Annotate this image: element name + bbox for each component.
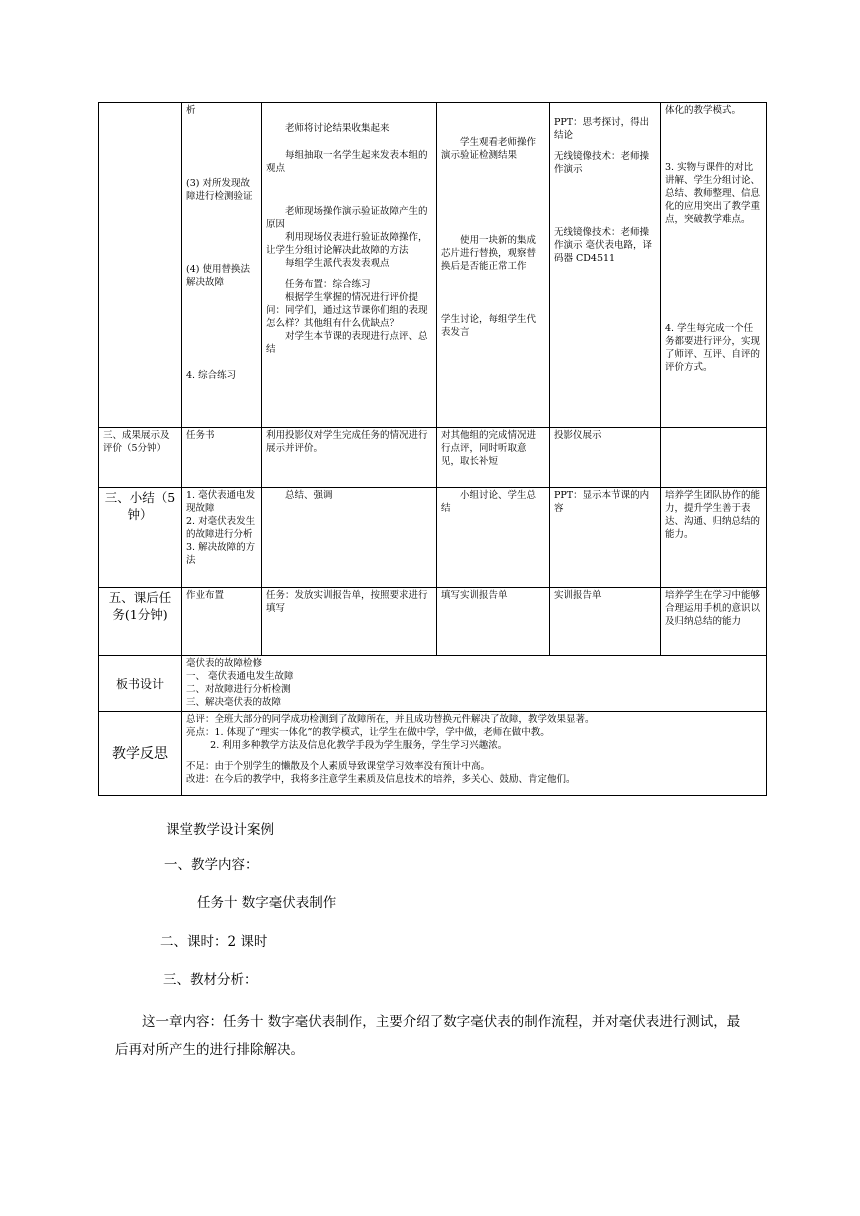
cell-teacher-activity: 总结、强调 bbox=[262, 488, 437, 588]
cell-text: 老师将讨论结果收集起来 bbox=[285, 123, 390, 134]
cell-text: 学生观看老师操作演示验证检测结果 bbox=[441, 137, 537, 161]
cell-text: 利用现场仪表进行验证故障操作，让学生分组讨论解决此故障的方法 bbox=[266, 232, 428, 256]
section-heading: 课堂教学设计案例 bbox=[166, 822, 274, 838]
cell-text: 体化的教学模式。 bbox=[665, 105, 742, 116]
cell-section: 五、课后任务(1分钟) bbox=[99, 588, 182, 656]
cell-text: 无线镜像技术：老师操作演示 bbox=[554, 151, 650, 175]
cell-design-intent bbox=[661, 103, 767, 428]
cell-section: 三、小结（5钟） bbox=[99, 488, 182, 588]
cell-student-activity: 小组讨论、学生总结 bbox=[437, 488, 550, 588]
cell-media: 投影仪展示 bbox=[550, 428, 661, 488]
cell-design-intent bbox=[661, 428, 767, 488]
section-heading: 三、教材分析： bbox=[163, 972, 258, 988]
section-heading: 二、课时：2 课时 bbox=[160, 934, 268, 950]
cell-text: 学生讨论，每组学生代表发言 bbox=[441, 314, 537, 338]
table-row bbox=[99, 656, 767, 712]
cell-section: 三、成果展示及评价（5分钟） bbox=[99, 428, 182, 488]
cell-text: (3) 对所发现故障进行检测验证 bbox=[186, 178, 253, 202]
lesson-plan-table bbox=[98, 102, 767, 796]
cell-text: 析 bbox=[186, 105, 196, 116]
reflection-cell: 总评：全班大部分的同学成功检测到了故障所在，并且成功替换元件解决了故障，教学效果显著。 亮点：1. 体现了“理实一体化”的教学模式，让学生在做中学，学中做，老师在做中教。 2. 利用多种教学方法及信息化教学手段为学生服务，学生学习兴趣浓。 不足：由于个别学生的懒散及个人素质导致课堂学习效率没有预计中高。 改进：在今后的教学中，我将多注意学生素质及信息技术的培养，多关心、鼓励、肯定他们。 bbox=[182, 712, 767, 796]
table-row bbox=[99, 428, 767, 488]
cell-text: (4) 使用替换法解决故障 bbox=[186, 264, 250, 288]
cell-media: PPT：显示本节课的内容 bbox=[550, 488, 661, 588]
cell-design-intent: 培养学生团队协作的能力，提升学生善于表达、沟通、归纳总结的能力。 bbox=[661, 488, 767, 588]
cell-media: 实训报告单 bbox=[550, 588, 661, 656]
table-row bbox=[99, 488, 767, 588]
cell-text: 每组学生派代表发表观点 bbox=[285, 258, 390, 269]
cell-text: 4. 综合练习 bbox=[186, 370, 237, 381]
cell-section bbox=[99, 103, 182, 428]
cell-section: 教学反思 bbox=[99, 712, 182, 796]
section-heading: 一、教学内容： bbox=[164, 857, 259, 873]
cell-text: 4. 学生每完成一个任务都要进行评分，实现了师评、互评、自评的评价方式。 bbox=[665, 323, 761, 373]
cell-content: 任务书 bbox=[182, 428, 262, 488]
paragraph: 这一章内容：任务十 数字毫伏表制作，主要介绍了数字毫伏表的制作流程，并对毫伏表进行测试，最后再对所产生的进行排除解决。 bbox=[115, 1014, 741, 1058]
cell-content bbox=[182, 103, 262, 428]
table-row bbox=[99, 588, 767, 656]
cell-text: 每组抽取一名学生起来发表本组的观点 bbox=[266, 150, 428, 174]
cell-teacher-activity: 任务：发放实训报告单，按照要求进行填写 bbox=[262, 588, 437, 656]
board-design-cell: 毫伏表的故障检修 一、 毫伏表通电发生故障 二、对故障进行分析检测 三、解决毫伏表的故障 bbox=[182, 656, 767, 712]
cell-student-activity: 填写实训报告单 bbox=[437, 588, 550, 656]
cell-section: 板书设计 bbox=[99, 656, 182, 712]
cell-student-activity: 对其他组的完成情况进行点评，同时听取意见，取长补短 bbox=[437, 428, 550, 488]
table-row bbox=[99, 712, 767, 796]
cell-text: 任务布置：综合练习 bbox=[285, 279, 371, 290]
cell-media bbox=[550, 103, 661, 428]
cell-text: 老师现场操作演示验证故障产生的原因 bbox=[266, 206, 428, 230]
cell-teacher-activity: 利用投影仪对学生完成任务的情况进行展示并评价。 bbox=[262, 428, 437, 488]
cell-student-activity bbox=[437, 103, 550, 428]
cell-teacher-activity bbox=[262, 103, 437, 428]
cell-text: 对学生本节课的表现进行点评、总结 bbox=[266, 331, 428, 355]
cell-design-intent: 培养学生在学习中能够合理运用手机的意识以及归纳总结的能力 bbox=[661, 588, 767, 656]
cell-content: 作业布置 bbox=[182, 588, 262, 656]
cell-text: 无线镜像技术：老师操作演示 毫伏表电路，译码器 CD4511 bbox=[554, 227, 653, 264]
cell-text: 3. 实物与课件的对比讲解、学生分组讨论、总结、教师整理、信息化的应用突出了教学重点，突破教学难点。 bbox=[665, 162, 761, 225]
table-row bbox=[99, 103, 767, 428]
cell-text: 使用一块新的集成芯片进行替换，观察替换后是否能正常工作 bbox=[441, 235, 537, 272]
cell-text: 根据学生掌握的情况进行评价提问：同学们，通过这节课你们组的表现怎么样？其他组有什么优缺点？ bbox=[266, 292, 428, 329]
cell-content: 1. 毫伏表通电发现故障 2. 对毫伏表发生的故障进行分析 3. 解决故障的方法 bbox=[182, 488, 262, 588]
cell-text: PPT：思考探讨，得出结论 bbox=[554, 117, 650, 141]
task-title: 任务十 数字毫伏表制作 bbox=[197, 895, 337, 911]
